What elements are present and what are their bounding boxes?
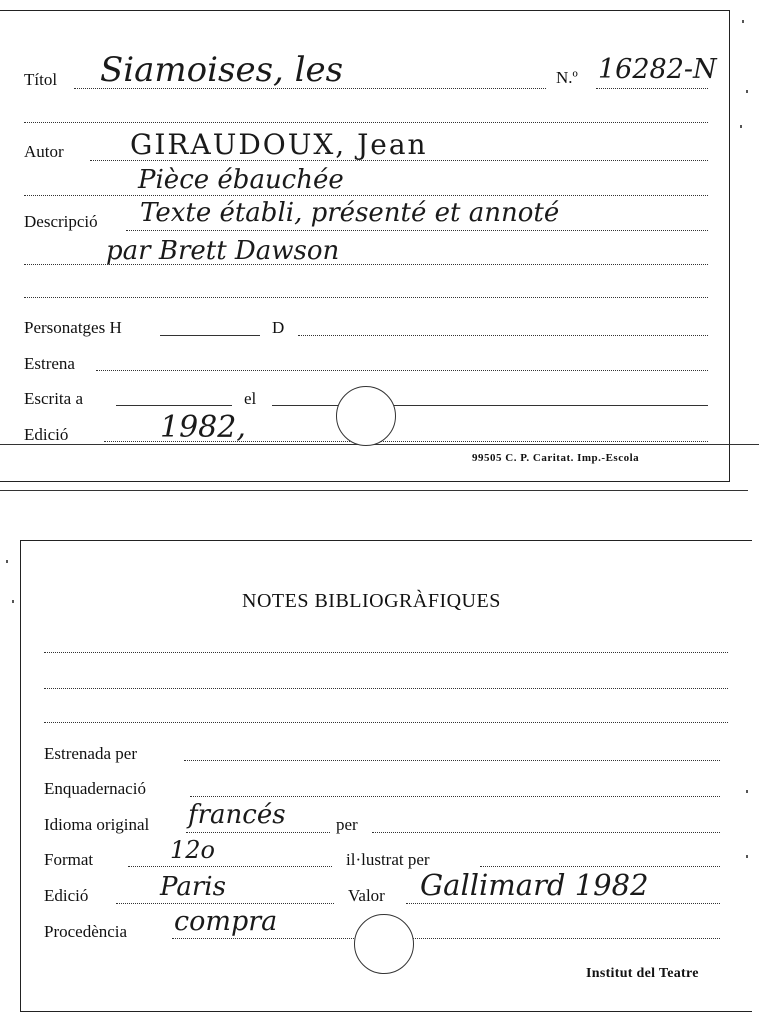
descripcio-handwritten-2: par Brett Dawson	[106, 236, 340, 266]
scan-speck	[746, 855, 748, 858]
estrenada-line	[184, 760, 720, 761]
illustrat-label: il·lustrat per	[346, 850, 430, 869]
punch-hole	[336, 386, 396, 446]
number-label: N.º	[556, 68, 578, 87]
titol-handwritten: Siamoises, les	[100, 50, 344, 90]
scan-speck	[746, 790, 748, 793]
valor-handwritten: Gallimard 1982	[420, 868, 649, 902]
blank-line	[24, 195, 708, 196]
edicio-back-handwritten: Paris	[160, 872, 226, 902]
descripcio-line	[126, 230, 708, 231]
enquadernacio-line	[190, 796, 720, 797]
procedencia-label: Procedència	[44, 922, 128, 941]
estrena-label: Estrena	[24, 354, 75, 373]
footer-institution: Institut del Teatre	[586, 966, 699, 981]
illustrat-line	[480, 866, 720, 867]
scan-speck	[6, 560, 8, 563]
descripcio-label: Descripció	[24, 212, 98, 231]
per-line	[372, 832, 720, 833]
number-line	[596, 88, 708, 89]
scan-speck	[742, 20, 744, 23]
piece-note-handwritten: Pièce ébauchée	[138, 165, 344, 195]
format-handwritten: 12o	[170, 836, 215, 864]
blank-line	[44, 688, 728, 689]
idioma-line	[186, 832, 330, 833]
number-handwritten: 16282-N	[598, 54, 717, 85]
punch-hole	[354, 914, 414, 974]
per-label: per	[336, 815, 358, 834]
personatges-h-line	[160, 335, 260, 336]
scan-speck	[12, 600, 14, 603]
card-edge-line	[0, 444, 759, 445]
edicio-label: Edició	[24, 425, 69, 444]
scan-speck	[740, 125, 742, 128]
descripcio-handwritten-1: Texte établi, présenté et annoté	[140, 198, 560, 228]
format-line	[128, 866, 332, 867]
procedencia-line	[172, 938, 720, 939]
personatges-label: Personatges H	[24, 318, 122, 337]
el-label: el	[244, 389, 257, 408]
estrenada-label: Estrenada per	[44, 744, 137, 763]
estrena-line	[96, 370, 708, 371]
d-label: D	[272, 318, 285, 337]
idioma-label: Idioma original	[44, 815, 150, 834]
blank-line	[44, 652, 728, 653]
titol-label: Títol	[24, 70, 58, 89]
printer-mark: 99505 C. P. Caritat. Imp.-Escola	[472, 452, 640, 464]
edicio-back-line	[116, 903, 334, 904]
blank-line	[24, 297, 708, 298]
card-edge-line	[0, 490, 748, 491]
personatges-d-line	[298, 335, 708, 336]
idioma-handwritten: francés	[188, 800, 286, 830]
blank-line	[44, 722, 728, 723]
notes-heading: NOTES BIBLIOGRÀFIQUES	[242, 590, 501, 612]
scan-speck	[746, 90, 748, 93]
valor-line	[406, 903, 720, 904]
escrita-label: Escrita a	[24, 389, 83, 408]
edicio-back-label: Edició	[44, 886, 89, 905]
escrita-line	[116, 405, 232, 406]
valor-label: Valor	[348, 886, 385, 905]
autor-label: Autor	[24, 142, 64, 161]
autor-handwritten: GIRAUDOUX, Jean	[130, 128, 428, 161]
blank-line	[24, 122, 708, 123]
enquadernacio-label: Enquadernació	[44, 779, 146, 798]
procedencia-handwritten: compra	[174, 906, 278, 937]
format-label: Format	[44, 850, 94, 869]
edicio-handwritten: 1982,	[160, 410, 246, 445]
